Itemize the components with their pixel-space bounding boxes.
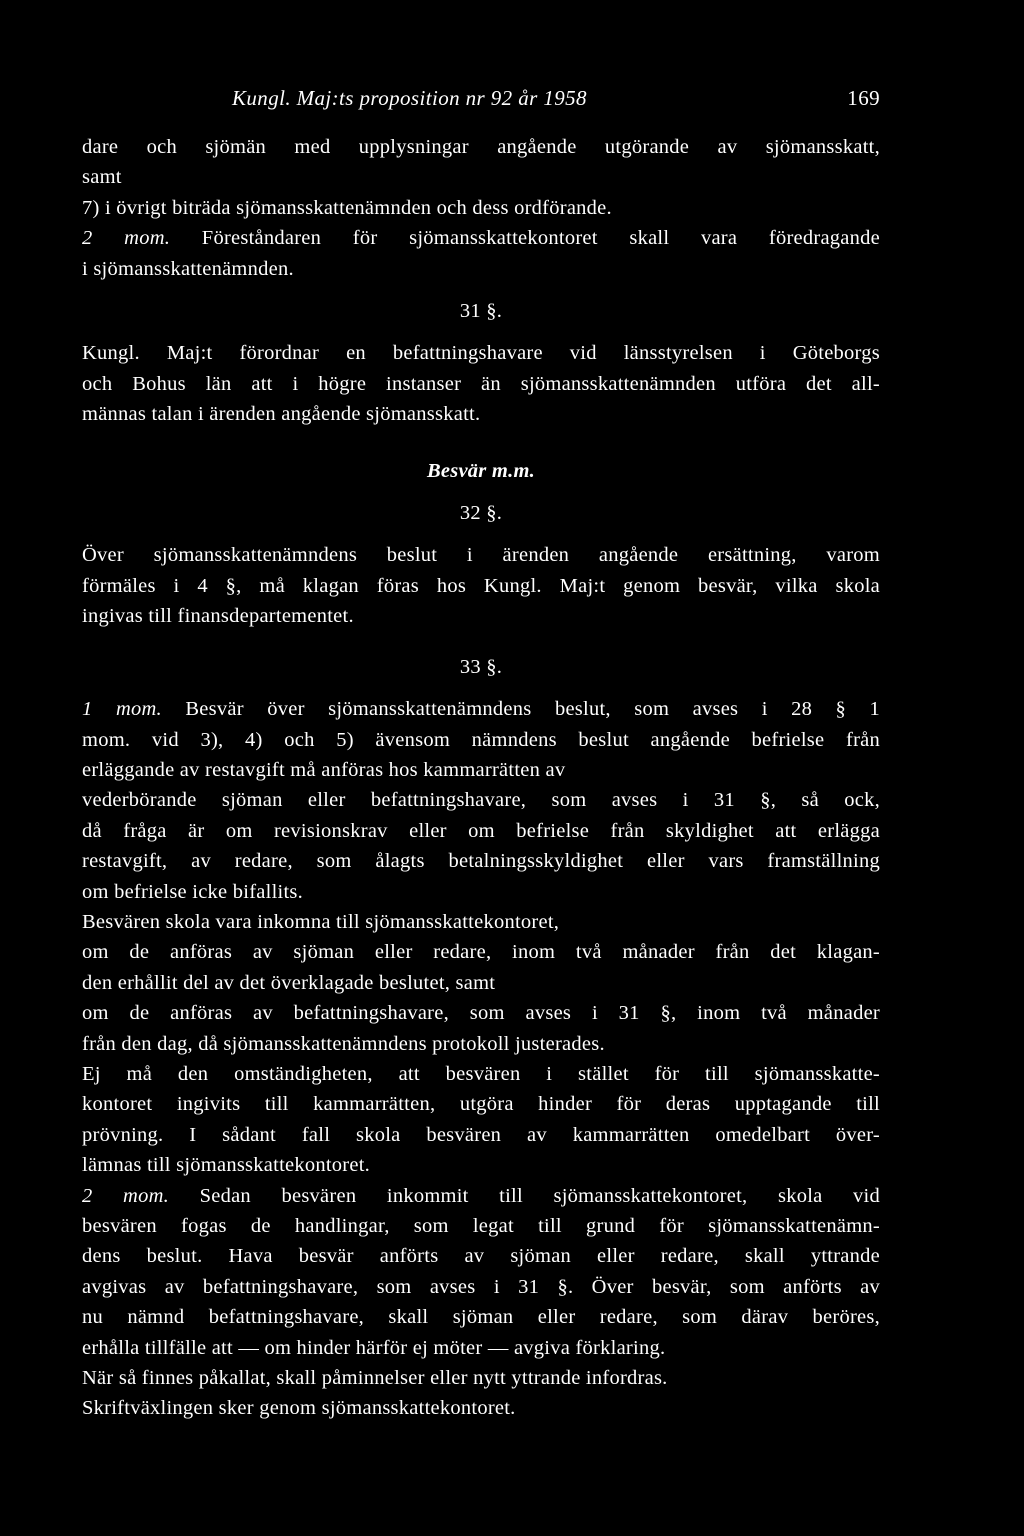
page-number: 169	[847, 86, 880, 110]
text-line: besvären fogas de handlingar, som legat till grund för sjömansskattenämn-	[82, 1215, 880, 1237]
text-line: erhålla tillfälle att — om hinder härför ej möter — avgiva förklaring.	[82, 1336, 666, 1359]
text-line: dens beslut. Hava besvär anförts av sjöman eller redare, skall yttrande	[82, 1245, 880, 1268]
text-line: om de anföras av sjöman eller redare, inom två månader från det klagan-	[82, 941, 880, 964]
text-line: dare och sjömän med upplysningar angående utgörande av sjömansskatt,	[82, 136, 880, 158]
text-line: mom. vid 3), 4) och 5) ävensom nämndens beslut angående befrielse från	[82, 728, 880, 751]
mom-label: 2 mom.	[82, 1184, 170, 1207]
text-span: Sedan besvären inkommit till sjömansskattekontoret, skola vid	[169, 1184, 880, 1207]
text-line: 7) i övrigt biträda sjömansskattenämnden och dess ordförande.	[82, 196, 612, 219]
text-line: prövning. I sådant fall skola besvären av kammarrätten omedelbart över-	[82, 1123, 880, 1146]
text-line: och Bohus län att i högre instanser än sjömansskattenämnden utföra det all-	[82, 372, 880, 395]
text-line	[82, 1181, 880, 1211]
mom-label: 1 mom.	[82, 698, 162, 721]
text-line: ingivas till finansdepartementet.	[82, 605, 354, 628]
text-line	[82, 694, 880, 724]
text-line: Besvären skola vara inkomna till sjömansskattekontoret,	[82, 910, 560, 933]
text-line: från den dag, då sjömansskattenämndens protokoll justerades.	[82, 1032, 605, 1055]
text-line: i sjömansskattenämnden.	[82, 257, 294, 280]
page-body	[82, 132, 880, 1424]
section-number-33: 33 §.	[459, 655, 503, 678]
text-line	[82, 223, 880, 253]
text-line: vederbörande sjöman eller befattningshavare, som avses i 31 §, så ock,	[82, 789, 880, 812]
section-heading: Besvär m.m.	[426, 459, 536, 482]
text-line: Kungl. Maj:t förordnar en befattningshavare vid länsstyrelsen i Göteborgs	[82, 342, 880, 365]
page-header	[82, 86, 880, 122]
text-line: Skriftväxlingen sker genom sjömansskattekontoret.	[82, 1397, 516, 1420]
text-line: lämnas till sjömansskattekontoret.	[82, 1154, 371, 1177]
text-line: förmäles i 4 §, må klagan föras hos Kungl. Maj:t genom besvär, vilka skola	[82, 574, 880, 597]
text-line: samt	[82, 166, 122, 189]
text-line: restavgift, av redare, som ålagts betalningsskyldighet eller vars framställning	[82, 850, 880, 873]
text-line: kontoret ingivits till kammarrätten, utgöra hinder för deras upptagande till	[82, 1093, 880, 1116]
section-number-32: 32 §.	[459, 502, 503, 525]
text-line: den erhållit del av det överklagade beslutet, samt	[82, 971, 496, 994]
mom-label: 2 mom.	[82, 227, 171, 250]
text-line: nu nämnd befattningshavare, skall sjöman eller redare, som därav beröres,	[82, 1306, 880, 1329]
text-line: När så finnes påkallat, skall påminnelser eller nytt yttrande infordras.	[82, 1367, 668, 1390]
text-line: avgivas av befattningshavare, som avses i 31 §. Över besvär, som anförts av	[82, 1275, 880, 1298]
text-span: Besvär över sjömansskattenämndens beslut, som avses i 28 § 1	[161, 698, 880, 721]
text-line: om befrielse icke bifallits.	[82, 880, 304, 903]
text-line: Ej må den omständigheten, att besvären i stället för till sjömansskatte-	[82, 1062, 880, 1085]
text-line: Över sjömansskattenämndens beslut i ärenden angående ersättning, varom	[82, 544, 880, 567]
running-title: Kungl. Maj:ts proposition nr 92 år 1958	[232, 86, 587, 110]
text-span: Föreståndaren för sjömansskattekontoret skall vara föredragande	[170, 227, 880, 250]
text-line: erläggande av restavgift må anföras hos kammarrätten av	[82, 758, 566, 781]
section-number-31: 31 §.	[459, 300, 503, 323]
text-line: då fråga är om revisionskrav eller om befrielse från skyldighet att erlägga	[82, 819, 880, 842]
text-line: männas talan i ärenden angående sjömansskatt.	[82, 403, 481, 426]
text-line: om de anföras av befattningshavare, som avses i 31 §, inom två månader	[82, 1002, 880, 1025]
